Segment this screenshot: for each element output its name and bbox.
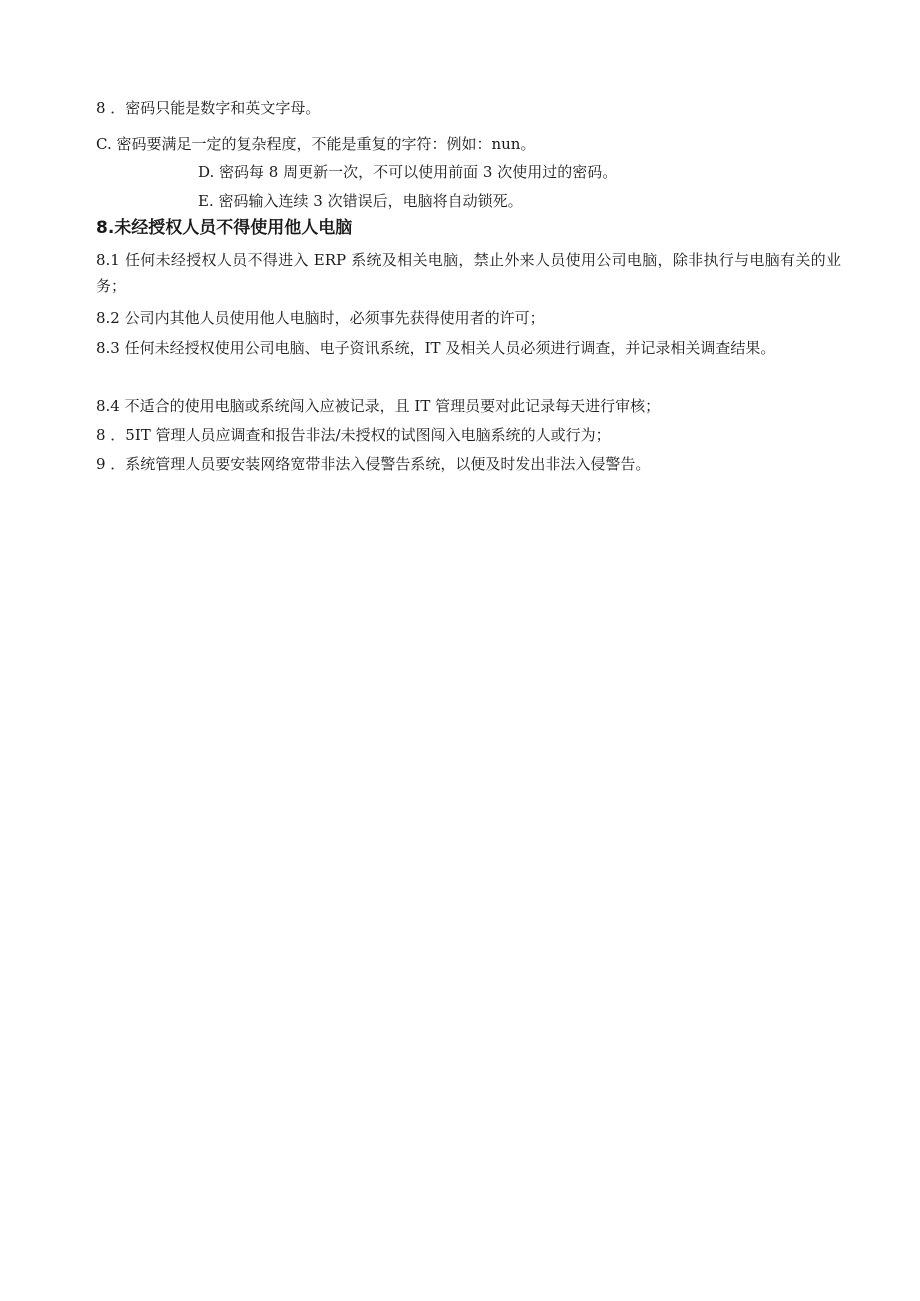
section-8-item-4: 8.4 不适合的使用电脑或系统闯入应被记录，且 IT 管理员要对此记录每天进行审核； [96,397,661,415]
section-9-item: 9 ．系统管理人员要安装网络宽带非法入侵警告系统，以便及时发出非法入侵警告。 [96,455,651,473]
section-8-item-3: 8.3 任何未经授权使用公司电脑、电子资讯系统，IT 及相关人员必须进行调查，并记录相关调查结果。 [96,339,776,357]
password-rule-b: 8 ．密码只能是数字和英文字母。 [96,99,321,117]
password-rule-c: C. 密码要满足一定的复杂程度，不能是重复的字符：例如：nun。 [96,135,536,153]
password-rule-d: D. 密码每 8 周更新一次，不可以使用前面 3 次使用过的密码。 [198,163,618,181]
section-8-item-1: 8.1 任何未经授权人员不得进入 ERP 系统及相关电脑，禁止外来人员使用公司电脑，除非执行与电脑有关的业务； [96,251,841,295]
section-8-heading: 8.未经授权人员不得使用他人电脑 [96,218,353,238]
section-8-item-2: 8.2 公司内其他人员使用他人电脑时，必须事先获得使用者的许可； [96,309,545,327]
password-rule-e: E. 密码输入连续 3 次错误后，电脑将自动锁死。 [198,192,523,210]
section-8-item-5: 8 ．5IT 管理人员应调查和报告非法/未授权的试图闯入电脑系统的人或行为； [96,426,611,444]
